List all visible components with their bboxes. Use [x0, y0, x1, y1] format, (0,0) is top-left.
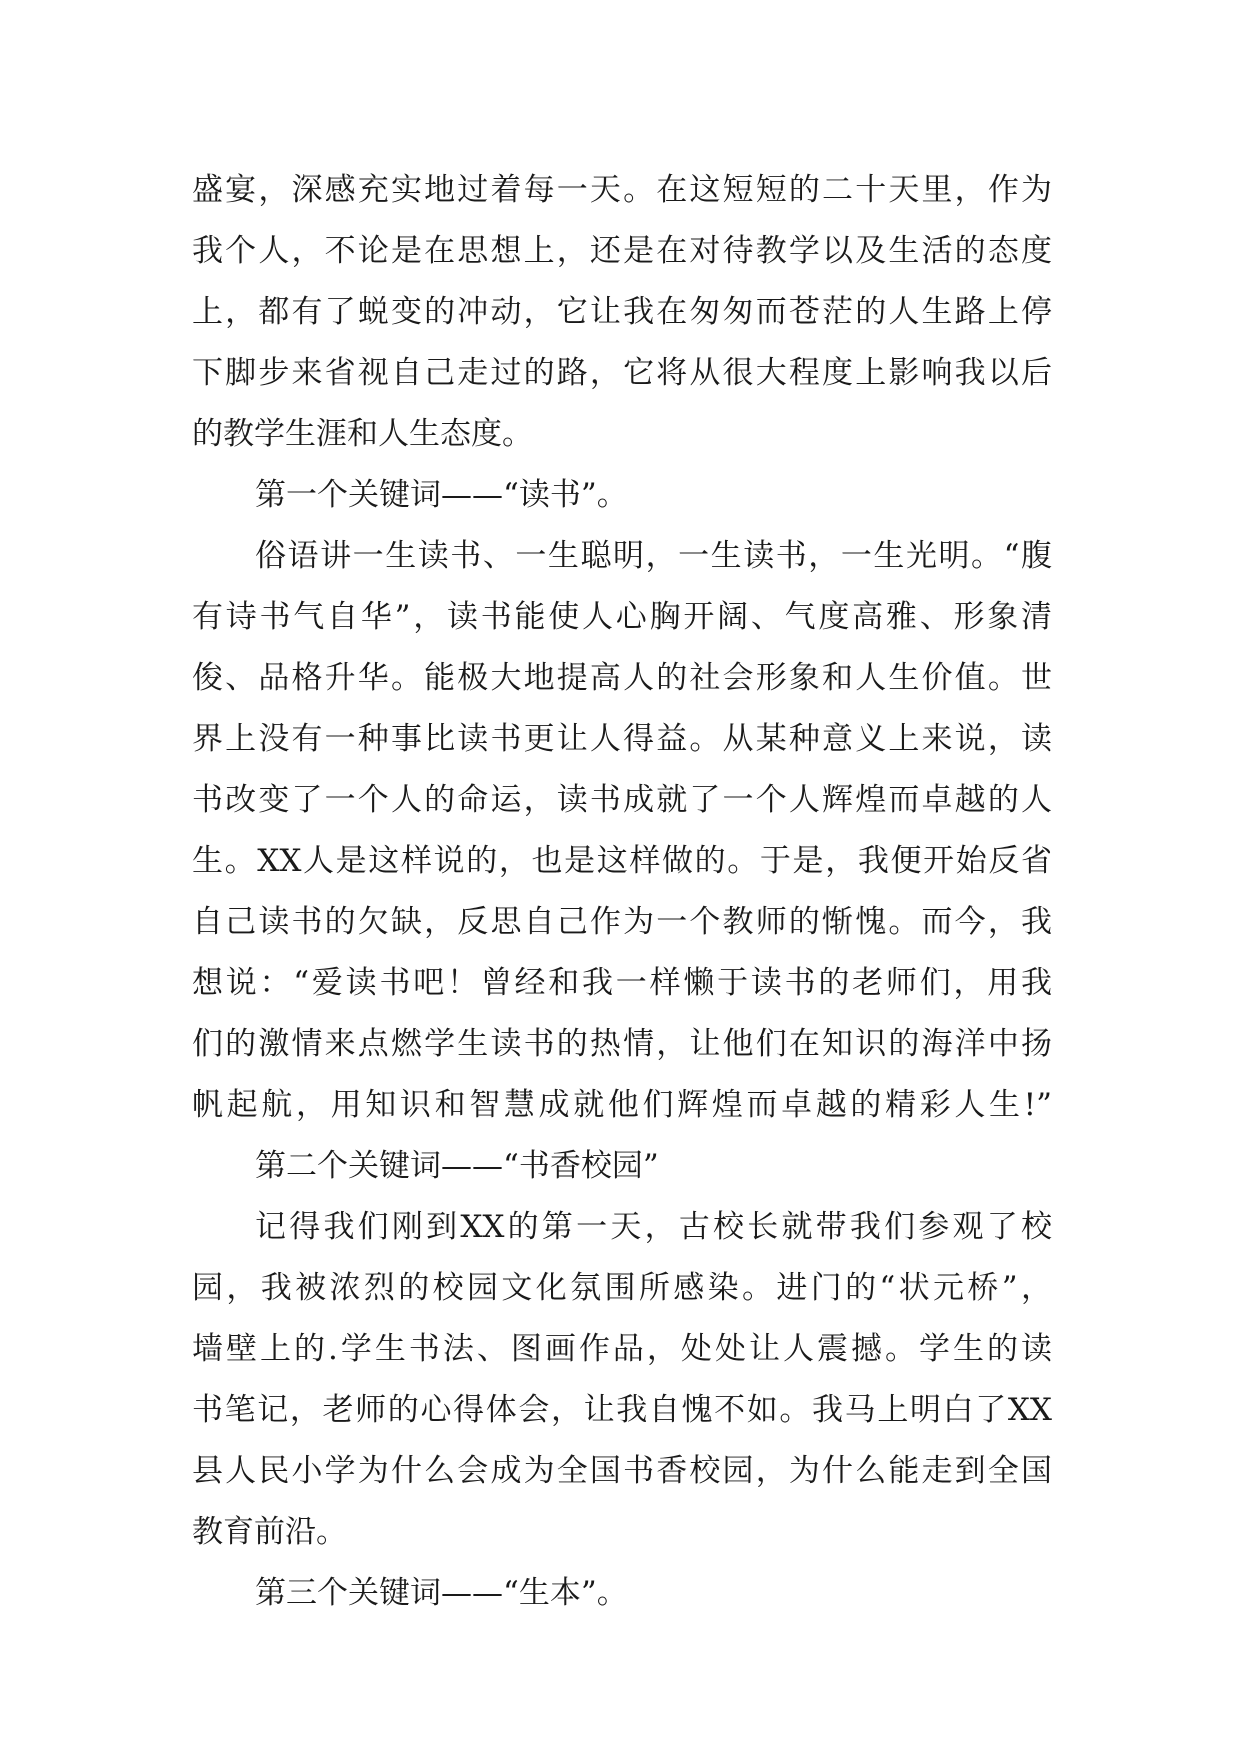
- text-line: 上，都有了蜕变的冲动，它让我在匆匆而苍茫的人生路上停: [192, 294, 1052, 330]
- text-line: 县人民小学为什么会成为全国书香校园，为什么能走到全国: [192, 1453, 1052, 1489]
- text-line: 帆起航，用知识和智慧成就他们辉煌而卓越的精彩人生!”: [192, 1087, 1052, 1123]
- text-line: 想说：“爱读书吧！曾经和我一样懒于读书的老师们，用我: [192, 965, 1052, 1001]
- text-line: 盛宴，深感充实地过着每一天。在这短短的二十天里，作为: [192, 172, 1052, 208]
- body-text: [192, 160, 1052, 1624]
- text-line: 们的激情来点燃学生读书的热情，让他们在知识的海洋中扬: [192, 1026, 1052, 1062]
- text-line: 我个人，不论是在思想上，还是在对待教学以及生活的态度: [192, 233, 1052, 269]
- text-line: 书改变了一个人的命运，读书成就了一个人辉煌而卓越的人: [192, 782, 1052, 818]
- text-line: 园，我被浓烈的校园文化氛围所感染。进门的“状元桥”，: [192, 1270, 1052, 1306]
- text-line: 界上没有一种事比读书更让人得益。从某种意义上来说，读: [192, 721, 1052, 757]
- text-line: 墙壁上的.学生书法、图画作品，处处让人震撼。学生的读: [192, 1331, 1052, 1367]
- text-line: 的教学生涯和人生态度。: [192, 416, 533, 452]
- text-line: 书笔记，老师的心得体会，让我自愧不如。我马上明白了XX: [192, 1392, 1052, 1428]
- text-line: 有诗书气自华”，读书能使人心胸开阔、气度高雅、形象清: [192, 599, 1052, 635]
- text-line: 俗语讲一生读书、一生聪明，一生读书，一生光明。“腹: [255, 538, 1052, 574]
- keyword-heading: 第一个关键词——“读书”。: [255, 477, 628, 513]
- text-line: 下脚步来省视自己走过的路，它将从很大程度上影响我以后: [192, 355, 1052, 391]
- text-line: 俊、品格升华。能极大地提高人的社会形象和人生价值。世: [192, 660, 1052, 696]
- text-line: 生。XX人是这样说的，也是这样做的。于是，我便开始反省: [192, 843, 1052, 879]
- text-line: 自己读书的欠缺，反思自己作为一个教师的惭愧。而今，我: [192, 904, 1052, 940]
- text-line: 记得我们刚到XX的第一天，古校长就带我们参观了校: [255, 1209, 1052, 1245]
- text-line: 教育前沿。: [192, 1514, 347, 1550]
- keyword-heading: 第三个关键词——“生本”。: [255, 1575, 628, 1611]
- keyword-heading: 第二个关键词——“书香校园”: [255, 1148, 659, 1184]
